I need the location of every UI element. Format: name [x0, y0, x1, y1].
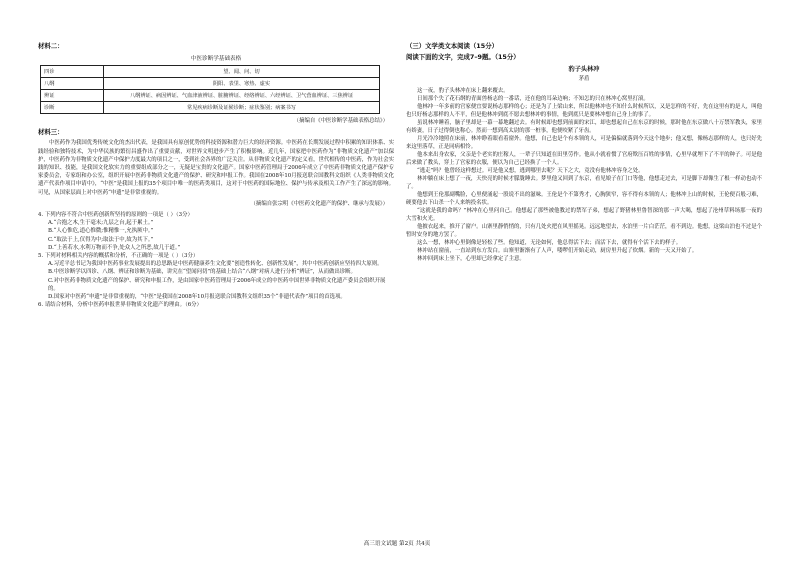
table-key: 八纲 — [41, 78, 104, 90]
story-paragraph: 林冲回到床上坐下，心里却已经拿定了主意。 — [417, 256, 525, 263]
table-row — [41, 90, 380, 102]
story-author: 茅盾 — [578, 76, 590, 83]
material3-heading: 材料三： — [38, 128, 64, 137]
q5-option-b: B.中医诊断学以四诊、八纲、辨证和诊断为基础，讲究在“望闻问切”的基础上结合“八纲”对病人进行分析“辨证”，从而做出诊断。 — [48, 269, 356, 276]
table-row — [41, 102, 380, 114]
table-key: 诊断 — [41, 102, 104, 114]
story-paragraph: 虽说林冲睡着，脑子里却是一幕一幕地翻过去。有时候却也想到前面的宋江，却也想起自己在东京的时候，那时他在东京做八十万禁军教头，家里有娇妻，日子过得倒也称心。然而一想到高太尉的那一桩事，他便咬紧了牙齿。 — [406, 120, 763, 135]
story-paragraph: 林冲躺在床上想了一夜，天快亮的时候才朦胧睡去。梦里他又回到了东京，看见娘子在门口等他，他想走过去，可是脚下却像生了根一样动也动不了。 — [406, 176, 763, 191]
story-paragraph: 月光冷冷地照在床前，林冲睁着眼看着窗外。他想，自己也是个有本领的人，可是偏偏就落到今天这个地步；他又想，像杨志那样的人，也只好先来这里落草，正是同病相怜。 — [406, 136, 763, 151]
table-value: 常见疾病诊断及证候诊断；症状鉴别；病案书写 — [104, 102, 380, 114]
story-paragraph: 他本来出身农家，父亲是个老实的庄稼人，一辈子只知道在田里劳作。他从小就看惯了官府欺压百姓的事情，心里早就埋下了不平的种子。可是他后来做了教头，穿上了官家的衣服，便以为自己已经换了一个人。 — [406, 152, 763, 167]
table-value: 阴阳、表里、寒热、虚实 — [104, 78, 380, 90]
question-4: 4. 下列内容不符合中医药创新所坚持的原则的一项是（ ）（3分） — [38, 212, 193, 219]
question-6: 6. 请结合材料，分析中医药申报世界非物质文化遗产的理由。（6分） — [38, 302, 202, 309]
story-paragraph: 这么一想，林冲心里倒像是轻松了些。他知道，无论如何，他总得活下去；而活下去，就得有个活下去的样子。 — [417, 240, 682, 247]
diagnosis-table — [40, 65, 380, 114]
left-column — [38, 40, 394, 309]
q5-option-a: A.习近平总书记为我国中医药事业发展提出的总思路是中医药健康养生文化要“创造性转化、创新性发展”，其中中医药创新应坚持四大原则。 — [48, 261, 383, 268]
table-row — [41, 66, 380, 78]
story-title: 豹子头林冲 — [568, 66, 600, 73]
section-heading: （三）文学类文本阅读（15分） — [406, 42, 498, 50]
q5-option-d: D.国家对中医药“申遗”是非常重视的，“中医”是我国在2008年10月报送联合国教科文组织35个“非遗代表作”项目的首选项。 — [48, 294, 346, 301]
q5-option-c: C.对中医药非物质文化遗产的保护、研究和申报工作，是由国家中医药管理局于2006年成立的中医药中国世界非物质文化遗产委员会组织开展的。 — [48, 277, 386, 292]
table-key: 四诊 — [41, 66, 104, 78]
table-value: 望、闻、问、切 — [104, 66, 380, 78]
right-column — [406, 40, 762, 263]
story-paragraph: 这一夜，豹子头林冲在床上翻来覆去。 — [417, 88, 509, 95]
story-paragraph: 日间那个失了花石纲的青面兽杨志的一番话，还在他的耳朵边响；不知怎的只在林冲心窝里打滚。 — [417, 96, 649, 103]
table-caption: 中医诊断学基础表格 — [190, 56, 242, 62]
story-paragraph: “这就是我的命吗？”林冲在心里问自己。他想起了那些被他教过的禁军子弟，想起了野猪林里鲁智深的那一声大喝，想起了沧州草料场那一夜的大雪和火光。 — [406, 208, 762, 223]
table-value: 八纲辨证、病因辨证、气血津液辨证、脏腑辨证、经络辨证、六经辨证、卫气营血辨证、三焦辨证 — [104, 90, 380, 102]
reading-instruction: 阅读下面的文字，完成7–9题。（15分） — [406, 53, 520, 61]
page-footer: 高三语文试题 第2页 共4页 — [363, 541, 431, 547]
table-source: （摘编自《中医诊断学基础表格总结》） — [293, 118, 388, 125]
question-5: 5. 下列对材料相关内容的概括和分析，不正确的一项是（ ）（3分） — [38, 253, 199, 260]
q4-option-b: B.“人心惟危,道心惟微;惟精惟一,允执厥中。” — [48, 228, 154, 235]
story-paragraph: 林冲站在窗前，一直站到东方发白。山寨里渐渐有了人声，喽啰们开始走动，厨房里升起了炊烟。新的一天又开始了。 — [417, 248, 698, 255]
story-paragraph: 他披衣起来，推开了窗户。山寨里静悄悄的，只有几处火把在风里摇晃。远远地望去，水泊里一片白茫茫，看不到边。他想，这梁山泊也不过是个暂时安身的地方罢了。 — [406, 224, 763, 239]
table-key: 辨证 — [41, 90, 104, 102]
material3-text: 中医药作为我国优秀传统文化的杰出代表，是我国具有原创优势的科技资源和潜力巨大的经济资源。中医药在长期发展过程中积累的知识体系、实践经验和独特技术，为中华民族的繁衍昌盛作出了重要贡献，对世界文明进步产生了积极影响。近几年，国家把中医药作为“非物质文化遗产”加以保护，中医药作为非物质文化遗产中保护力度最大的项目之一，受到社会各界的广泛关注。从非物质文化遗产的定义看，世代相传的中医药，作为社会实践的知识、技能，是我国文化软实力的重要组成部分之一，无疑是宝贵的文化遗产。国家中医药管理局于2006年成立了中医药非物质文化遗产保护专家委员会，专家组和办公室，组织开展中医药非物质文化遗产的保护、研究和申报工作。我国在2008年10月报送联合国教科文组织《人类非物质文化遗产代表作项目申请中》，“中医”是我国上报的35个项目中唯一的医药类项目，这对于中医药的国际地位、保护与传承及相关工作产生了深远的影响。可见，从国家层面上对中医药“申遗”是非常重视的。 — [38, 140, 395, 196]
material2-heading: 材料二： — [38, 42, 64, 50]
material3-source: （摘编自张宗明《中医药文化遗产的保护、继承与发展》） — [250, 200, 388, 207]
table-row — [41, 78, 380, 90]
story-paragraph: 他林冲一年多前的官家便宜要说杨志那样的心；还是为了上梁山来，所以他林冲也不知什么时候所以，又是怎样的不好，先在这里有的是人，叫他也只好杨志那样的人不平，但是他林冲到底不愿去想林冲的事情，他到底只是要林冲想自己身上的事了。 — [406, 104, 763, 119]
q4-option-d: D.“上善若水,水利万物而不争,处众人之所恶,故几于道。” — [48, 244, 181, 251]
q4-option-a: A.“合抱之木,生于毫末;九层之台,起于累土。” — [48, 220, 154, 227]
story-paragraph: 他想到王伦那副嘴脸，心里便涌起一股说不出的滋味。王伦是个不第秀才，心胸狭窄，容不得有本领的人；他林冲上山的时候，王伦便百般刁难，硬要他去下山杀一个人来纳投名状。 — [406, 192, 763, 207]
story-paragraph: “逃走”吗？他曾经这样想过。可是他又想，逃到哪里去呢？天下之大，竟没有他林冲容身之处。 — [417, 168, 644, 175]
q4-option-c: C.“取法于上,仅得为中;取法于中,故为其下。” — [48, 236, 154, 243]
